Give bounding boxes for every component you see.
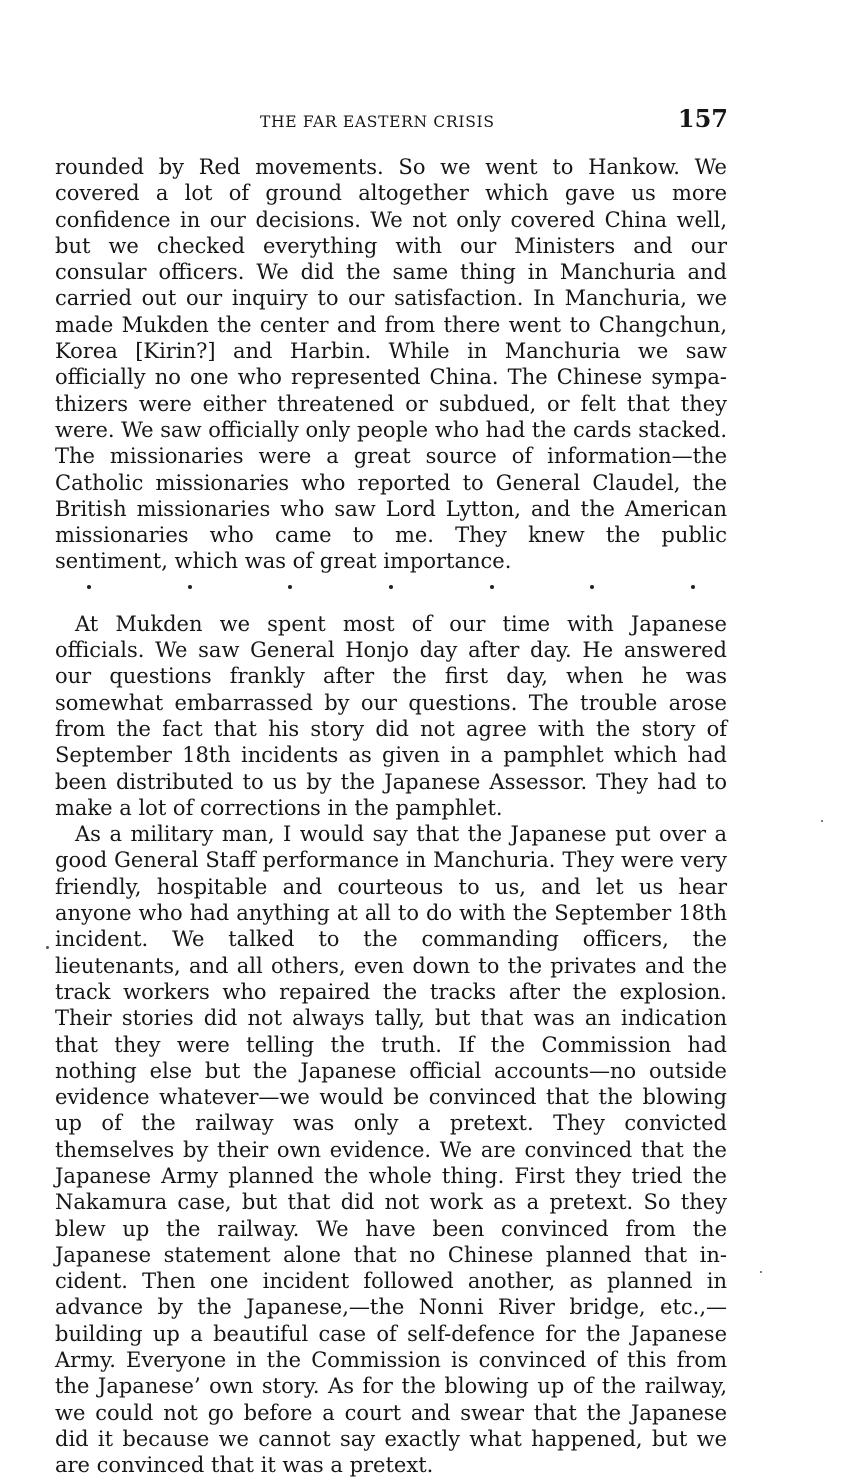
ellipsis-dot [389, 585, 393, 589]
ellipsis-dot [288, 585, 292, 589]
ellipsis-dot [87, 585, 91, 589]
ellipsis-dot [691, 585, 695, 589]
ellipsis-dot [490, 585, 494, 589]
running-head-title: THE FAR EASTERN CRISIS [260, 113, 495, 131]
scan-speck [760, 1271, 762, 1273]
page-number: 157 [677, 104, 728, 133]
paragraph-mukden: At Mukden we spent most of our time with Japanese officials. We saw General Honjo day after day. He answered our questions frankly after the first day, when he was somewhat embarrassed by our questions. The trouble arose from the fact that his story did not agree with the story of September 18th incidents as given in a pamphlet which had been distributed to us by the Japanese Assessor. They had to make a lot of corrections in the pamphlet. [55, 611, 727, 820]
section-break-ellipsis [87, 585, 695, 601]
ellipsis-dot [590, 585, 594, 589]
ellipsis-dot [188, 585, 192, 589]
scan-speck [46, 946, 49, 949]
scan-speck [821, 820, 823, 822]
body-text [55, 154, 727, 1479]
paragraph-military: As a military man, I would say that the Japanese put over a good General Staff performance in Manchuria. They were very friendly, hospitable and courteous to us, and let us hear anyone who had anything at all to do with the September 18th incident. We talked to the commanding officers, the lieutenants, and all others, even down to the privates and the track workers who repaired the tracks after the explosion. Their stories did not always tally, but that was an indication that they were telling the truth. If the Commission had nothing else but the Japanese official accounts—no outside evidence whatever—we would be convinced that the blowing up of the railway was only a pretext. They convicted themselves by their own evidence. We are convinced that the Japanese Army planned the whole thing. First they tried the Nakamura case, but that did not work as a pretext. So they blew up the railway. We have been convinced from the Japanese statement alone that no Chinese planned that incident. Then one incident followed another, as planned in advance by the Japanese,—the Nonni River bridge, etc.,—building up a beautiful case of self-defence for the Japanese Army. Everyone in the Commission is convinced of this from the Japanese’ own story. As for the blowing up of the railway, we could not go before a court and swear that the Japanese did it because we cannot say exactly what happened, but we are convinced that it was a pretext. [55, 822, 727, 1478]
paragraph-continued: rounded by Red movements. So we went to Hankow. We covered a lot of ground altogether which gave us more confidence in our decisions. We not only covered China well, but we checked everything with our Ministers and our consular officers. We did the same thing in Manchuria and carried out our inquiry to our satisfaction. In Manchuria, we made Mukden the center and from there went to Changchun, Korea [Kirin?] and Harbin. While in Manchuria we saw officially no one who represented China. The Chinese sympathizers were either threatened or subdued, or felt that they were. We saw officially only people who had the cards stacked. The missionaries were a great source of information—the Catholic missionaries who reported to General Claudel, the British missionaries who saw Lord Lytton, and the American missionaries who came to me. They knew the public sentiment, which was of great importance. [55, 155, 727, 574]
